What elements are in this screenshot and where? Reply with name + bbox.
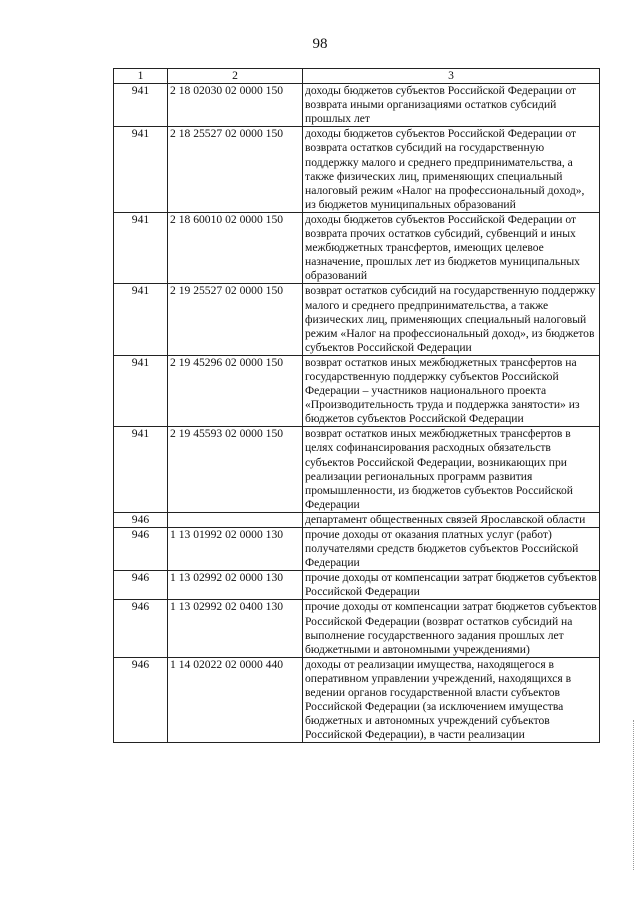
scan-edge-mark <box>631 720 634 870</box>
table-row <box>114 284 600 355</box>
description-cell: департамент общественных связей Ярославской области <box>303 512 600 527</box>
column-header-code: 2 <box>168 69 303 84</box>
table-row <box>114 84 600 127</box>
admin-code-cell: 946 <box>114 571 168 600</box>
table-row <box>114 657 600 743</box>
table-row <box>114 571 600 600</box>
description-cell: прочие доходы от компенсации затрат бюджетов субъектов Российской Федерации (возврат остатков субсидий на выполнение государственного задания прошлых лет бюджетными и автономными учреждениями) <box>303 600 600 657</box>
budget-code-cell: 2 18 25527 02 0000 150 <box>168 127 303 213</box>
table-row <box>114 600 600 657</box>
budget-code-cell: 2 19 45296 02 0000 150 <box>168 355 303 426</box>
description-cell: доходы бюджетов субъектов Российской Федерации от возврата прочих остатков субсидий, субвенций и иных межбюджетных трансфертов, имеющих целевое назначение, прошлых лет из бюджетов муниципальных образований <box>303 212 600 283</box>
admin-code-cell: 946 <box>114 600 168 657</box>
budget-code-cell: 2 19 25527 02 0000 150 <box>168 284 303 355</box>
budget-code-cell <box>168 512 303 527</box>
budget-code-cell: 1 14 02022 02 0000 440 <box>168 657 303 743</box>
description-cell: доходы бюджетов субъектов Российской Федерации от возврата остатков субсидий на государственную поддержку малого и среднего предпринимательства, а также физических лиц, применяющих специальный налоговый режим «Налог на профессиональный доход», из бюджетов муниципальных образований <box>303 127 600 213</box>
description-cell: прочие доходы от компенсации затрат бюджетов субъектов Российской Федерации <box>303 571 600 600</box>
admin-code-cell: 946 <box>114 528 168 571</box>
admin-code-cell: 941 <box>114 84 168 127</box>
column-header-description: 3 <box>303 69 600 84</box>
budget-code-cell: 2 18 60010 02 0000 150 <box>168 212 303 283</box>
revenue-code-table <box>113 68 600 743</box>
table-row <box>114 127 600 213</box>
budget-code-cell: 1 13 01992 02 0000 130 <box>168 528 303 571</box>
budget-code-cell: 1 13 02992 02 0000 130 <box>168 571 303 600</box>
budget-code-cell: 2 18 02030 02 0000 150 <box>168 84 303 127</box>
admin-code-cell: 946 <box>114 512 168 527</box>
admin-code-cell: 941 <box>114 284 168 355</box>
description-cell: возврат остатков субсидий на государственную поддержку малого и среднего предпринимательства, а также физических лиц, применяющих специальный налоговый режим «Налог на профессиональный доход», из бюджетов субъектов Российской Федерации <box>303 284 600 355</box>
description-cell: прочие доходы от оказания платных услуг (работ) получателями средств бюджетов субъектов Российской Федерации <box>303 528 600 571</box>
description-cell: доходы от реализации имущества, находящегося в оперативном управлении учреждений, находящихся в ведении органов государственной власти субъектов Российской Федерации (за исключением имущества бюджетных и автономных учреждений субъектов Российской Федерации), в части реализации <box>303 657 600 743</box>
table-row <box>114 427 600 513</box>
budget-code-cell: 1 13 02992 02 0400 130 <box>168 600 303 657</box>
table-header-row <box>114 69 600 84</box>
admin-code-cell: 941 <box>114 355 168 426</box>
table-body <box>114 84 600 743</box>
table-row <box>114 528 600 571</box>
budget-code-cell: 2 19 45593 02 0000 150 <box>168 427 303 513</box>
description-cell: возврат остатков иных межбюджетных трансфертов в целях софинансирования расходных обязательств субъектов Российской Федерации, возникающих при реализации региональных программ развития промышленности, из бюджетов субъектов Российской Федерации <box>303 427 600 513</box>
table-row <box>114 212 600 283</box>
admin-code-cell: 946 <box>114 657 168 743</box>
admin-code-cell: 941 <box>114 427 168 513</box>
table-row <box>114 512 600 527</box>
admin-code-cell: 941 <box>114 212 168 283</box>
table-row <box>114 355 600 426</box>
column-header-admin: 1 <box>114 69 168 84</box>
admin-code-cell: 941 <box>114 127 168 213</box>
description-cell: доходы бюджетов субъектов Российской Федерации от возврата иными организациями остатков субсидий прошлых лет <box>303 84 600 127</box>
page-number: 98 <box>312 36 328 52</box>
description-cell: возврат остатков иных межбюджетных трансфертов на государственную поддержку субъектов Российской Федерации – участников национального проекта «Производительность труда и поддержка занятости» из бюджетов субъектов Российской Федерации <box>303 355 600 426</box>
